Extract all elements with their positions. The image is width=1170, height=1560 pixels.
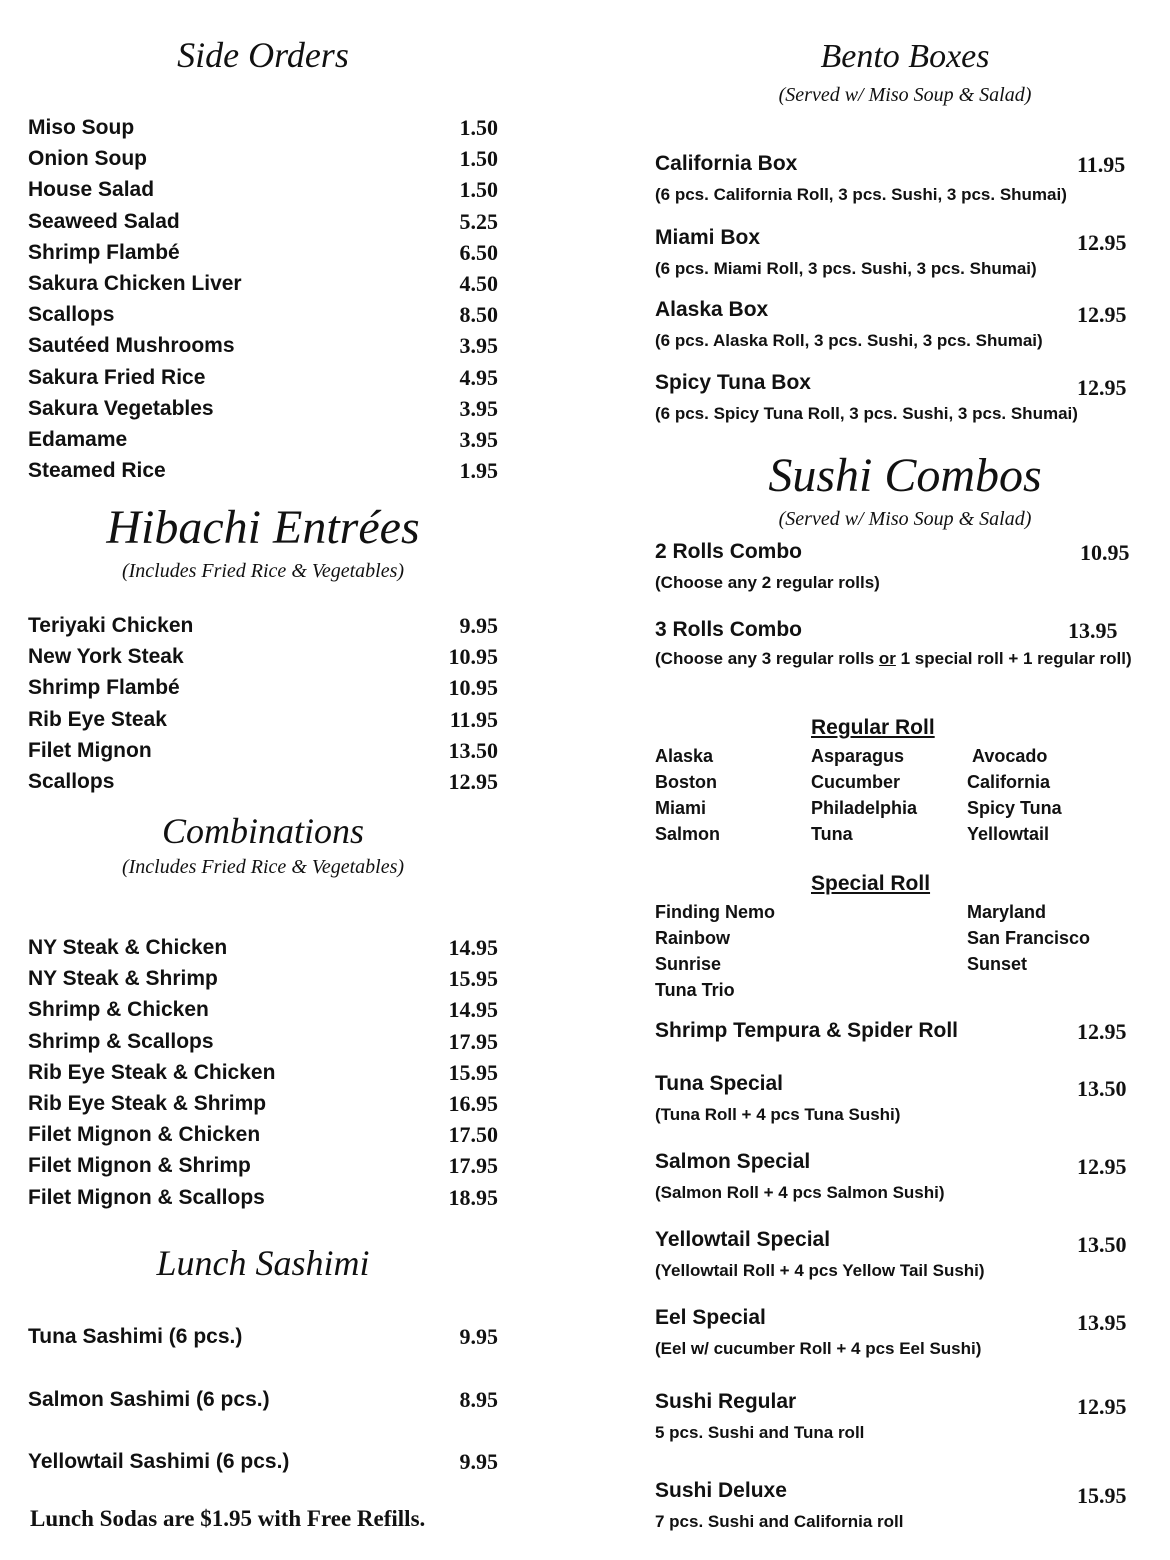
item-name: Salmon Special [655, 1150, 811, 1173]
item-price: 3.95 [459, 333, 498, 359]
item-price: 17.95 [448, 1153, 498, 1179]
item-description: (Salmon Roll + 4 pcs Salmon Sushi) [655, 1183, 945, 1202]
item-price: 8.95 [459, 1386, 498, 1412]
item-price: 9.95 [459, 1324, 498, 1349]
item-name: California Box [655, 152, 798, 175]
regular-roll-name: Philadelphia [811, 798, 918, 818]
special-roll-name: Finding Nemo [655, 902, 775, 922]
item-name: New York Steak [28, 645, 184, 669]
item-price: 15.95 [448, 1059, 498, 1085]
item-price: 1.50 [459, 177, 498, 203]
item-price: 13.95 [1077, 1310, 1127, 1335]
regular-roll-name: Cucumber [811, 772, 901, 792]
item-name: Yellowtail Special [655, 1228, 831, 1251]
menu-item [28, 1321, 498, 1352]
item-price: 12.95 [1077, 302, 1127, 327]
desc-part: (Choose any 3 regular rolls [655, 649, 879, 668]
item-name: Scallops [28, 770, 115, 793]
special-roll-name: Sunset [967, 954, 1028, 974]
item-price: 1.50 [459, 115, 498, 140]
menu-item [28, 1119, 498, 1150]
menu-item [28, 672, 498, 703]
special-roll-name: Sunrise [655, 954, 722, 974]
item-price: 11.95 [1077, 152, 1126, 177]
menu-item [28, 143, 498, 174]
item-description: (6 pcs. California Roll, 3 pcs. Sushi, 3 pcs. Shumai) [655, 185, 1067, 204]
item-price: 9.95 [459, 613, 498, 638]
item-name: Seaweed Salad [28, 209, 180, 233]
item-name: Edamame [28, 428, 128, 451]
item-name: House Salad [28, 178, 155, 202]
menu-item [28, 704, 498, 735]
menu-item [28, 393, 498, 424]
regular-roll-name: Yellowtail [967, 824, 1050, 844]
menu-item [28, 1384, 498, 1415]
item-name: Filet Mignon & Shrimp [28, 1154, 251, 1178]
item-description: (Tuna Roll + 4 pcs Tuna Sushi) [655, 1105, 901, 1124]
item-description [655, 646, 1145, 672]
menu-item [28, 735, 498, 766]
bento-subtitle: (Served w/ Miso Soup & Salad) [778, 84, 1032, 106]
item-price: 1.95 [459, 458, 498, 484]
bento-title: Bento Boxes [820, 38, 990, 75]
item-description: (6 pcs. Spicy Tuna Roll, 3 pcs. Sushi, 3 pcs. Shumai) [655, 404, 1078, 423]
item-price: 17.50 [448, 1122, 498, 1148]
menu-item [28, 237, 498, 268]
item-description: 5 pcs. Sushi and Tuna roll [655, 1423, 865, 1442]
item-price: 18.95 [448, 1184, 498, 1210]
item-name: NY Steak & Chicken [28, 936, 228, 959]
item-name: Tuna Special [655, 1072, 783, 1095]
combinations-subtitle: (Includes Fried Rice & Vegetables) [121, 856, 405, 878]
item-price: 11.95 [449, 706, 498, 732]
item-price: 4.95 [459, 364, 498, 390]
menu-item [28, 424, 498, 455]
item-price: 3.95 [459, 395, 498, 421]
side-orders-title: Side Orders [177, 35, 349, 75]
item-description: 7 pcs. Sushi and California roll [655, 1512, 904, 1531]
item-description: (6 pcs. Miami Roll, 3 pcs. Sushi, 3 pcs. Shumai) [655, 259, 1037, 278]
item-name: Miami Box [655, 226, 761, 249]
item-name: Eel Special [655, 1306, 766, 1329]
menu-item [28, 362, 498, 393]
item-price: 14.95 [448, 997, 498, 1023]
item-price: 15.95 [448, 966, 498, 992]
item-name: Tuna Sashimi (6 pcs.) [28, 1325, 243, 1348]
item-price: 12.95 [1077, 1154, 1127, 1179]
item-name: Shrimp Flambé [28, 240, 180, 264]
desc-part: 1 special roll + 1 regular roll) [895, 649, 1132, 668]
item-name: NY Steak & Shrimp [28, 967, 218, 991]
regular-roll-name: Miami [655, 798, 707, 818]
item-name: 3 Rolls Combo [655, 618, 803, 641]
menu-item [28, 206, 498, 237]
regular-roll-name: Boston [655, 772, 717, 792]
menu-item [28, 1088, 498, 1119]
menu-item [28, 641, 498, 672]
item-name: Filet Mignon & Scallops [28, 1185, 265, 1209]
regular-roll-name: Avocado [972, 746, 1048, 766]
regular-roll-name: Spicy Tuna [967, 798, 1062, 818]
item-name: Rib Eye Steak & Chicken [28, 1060, 276, 1084]
item-description: (6 pcs. Alaska Roll, 3 pcs. Sushi, 3 pcs. Shumai) [655, 331, 1043, 350]
menu-item [28, 1446, 498, 1477]
item-name: Sushi Regular [655, 1390, 797, 1413]
menu-item [28, 299, 498, 330]
item-price: 16.95 [448, 1091, 498, 1116]
menu-item [28, 455, 498, 486]
item-price: 10.95 [448, 644, 498, 670]
item-price: 10.95 [448, 675, 498, 701]
item-description: (Choose any 2 regular rolls) [655, 573, 880, 592]
item-name: Salmon Sashimi (6 pcs.) [28, 1387, 270, 1411]
item-price: 1.50 [459, 146, 498, 172]
menu-item [28, 932, 498, 963]
menu-item [28, 1057, 498, 1088]
item-price: 4.50 [459, 271, 498, 296]
item-name: Scallops [28, 303, 115, 327]
item-name: Rib Eye Steak [28, 707, 167, 731]
item-price: 13.95 [1068, 618, 1118, 643]
item-price: 17.95 [448, 1028, 498, 1054]
item-name: Filet Mignon & Chicken [28, 1123, 261, 1147]
item-name: Shrimp & Chicken [28, 998, 209, 1022]
hibachi-title: Hibachi Entrées [106, 501, 420, 554]
menu-item [28, 330, 498, 361]
lunch-sashimi-title: Lunch Sashimi [156, 1243, 370, 1283]
desc-or: or [878, 649, 896, 668]
regular-roll-name: California [967, 772, 1051, 792]
item-name: Sakura Vegetables [28, 396, 214, 420]
item-price: 13.50 [1077, 1076, 1127, 1101]
item-name: Steamed Rice [28, 459, 166, 483]
item-price: 6.50 [459, 239, 498, 265]
item-name: Shrimp Flambé [28, 676, 180, 700]
menu-item [28, 174, 498, 205]
item-price: 5.25 [459, 208, 498, 234]
menu-item [28, 268, 498, 299]
special-roll-name: Maryland [967, 902, 1047, 922]
item-name: Sakura Fried Rice [28, 365, 206, 389]
item-price: 12.95 [1077, 1019, 1127, 1044]
combinations-title: Combinations [161, 811, 365, 851]
item-name: Sakura Chicken Liver [28, 272, 242, 295]
item-price: 9.95 [459, 1449, 498, 1474]
item-name: Shrimp & Scallops [28, 1029, 214, 1053]
menu-item [28, 112, 498, 143]
menu-item [28, 610, 498, 641]
item-name: Sautéed Mushrooms [28, 334, 235, 358]
special-roll-name: Tuna Trio [655, 980, 735, 1000]
item-name: 2 Rolls Combo [655, 540, 803, 563]
item-description: (Eel w/ cucumber Roll + 4 pcs Eel Sushi) [655, 1339, 982, 1358]
regular-roll-name: Alaska [655, 746, 714, 766]
regular-roll-name: Tuna [811, 824, 853, 844]
special-roll-name: Rainbow [655, 928, 730, 948]
item-price: 12.95 [1077, 375, 1127, 400]
item-name: Teriyaki Chicken [28, 614, 194, 637]
item-name: Yellowtail Sashimi (6 pcs.) [28, 1450, 290, 1473]
item-price: 10.95 [1080, 540, 1130, 565]
hibachi-subtitle: (Includes Fried Rice & Vegetables) [121, 560, 405, 582]
regular-roll-name: Salmon [655, 824, 721, 844]
special-roll-title: Special Roll [811, 872, 931, 895]
item-name: Sushi Deluxe [655, 1479, 787, 1502]
footer-note: Lunch Sodas are $1.95 with Free Refills. [30, 1506, 426, 1531]
special-roll-name: San Francisco [967, 928, 1091, 948]
sushi-combos-title: Sushi Combos [768, 449, 1042, 502]
item-price: 14.95 [448, 935, 498, 960]
item-price: 15.95 [1077, 1483, 1127, 1508]
item-name: Alaska Box [655, 298, 769, 321]
regular-roll-title: Regular Roll [811, 716, 935, 739]
item-price: 8.50 [459, 302, 498, 328]
item-name: Miso Soup [28, 116, 135, 139]
item-name: Shrimp Tempura & Spider Roll [655, 1019, 958, 1042]
item-name: Spicy Tuna Box [655, 371, 811, 394]
item-name: Onion Soup [28, 147, 147, 171]
item-price: 12.95 [1077, 230, 1127, 255]
item-price: 12.95 [448, 769, 498, 794]
item-price: 13.50 [448, 737, 498, 763]
sushi-combos-subtitle: (Served w/ Miso Soup & Salad) [778, 508, 1032, 530]
regular-roll-name: Asparagus [811, 746, 905, 766]
item-description: (Yellowtail Roll + 4 pcs Yellow Tail Sushi) [655, 1261, 985, 1280]
menu-item [28, 1026, 498, 1057]
item-price: 3.95 [459, 427, 498, 452]
item-price: 12.95 [1077, 1394, 1127, 1419]
item-name: Filet Mignon [28, 738, 152, 762]
menu-item [28, 963, 498, 994]
menu-item [28, 1182, 498, 1213]
item-price: 13.50 [1077, 1232, 1127, 1257]
menu-item [28, 766, 498, 797]
menu-item [28, 1150, 498, 1181]
menu-item [28, 994, 498, 1025]
item-name: Rib Eye Steak & Shrimp [28, 1092, 267, 1115]
